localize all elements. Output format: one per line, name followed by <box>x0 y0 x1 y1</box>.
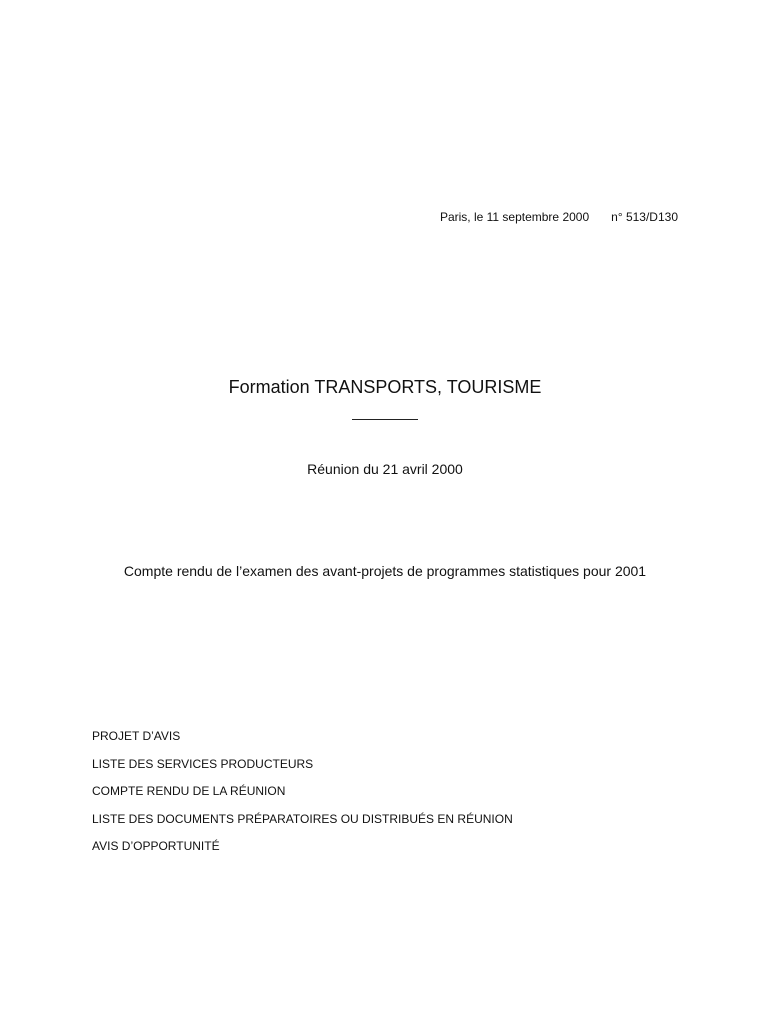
contents-item-documents-preparatoires: LISTE DES DOCUMENTS PRÉPARATOIRES OU DISTRIBUÉS EN RÉUNION <box>92 811 513 826</box>
place-date: Paris, le 11 septembre 2000 <box>439 210 590 224</box>
contents-item-services-producteurs: LISTE DES SERVICES PRODUCTEURS <box>92 756 314 771</box>
reference-number: n° 513/D130 <box>611 210 678 224</box>
document-subject: Compte rendu de l’examen des avant-projets de programmes statistiques pour 2001 <box>123 563 647 579</box>
meeting-date: Réunion du 21 avril 2000 <box>307 461 463 477</box>
title-underline-divider <box>352 419 418 420</box>
contents-item-compte-rendu: COMPTE RENDU DE LA RÉUNION <box>92 784 286 798</box>
contents-item-avis-opportunite: AVIS D’OPPORTUNITÉ <box>92 839 220 853</box>
contents-list <box>92 729 513 867</box>
document-title: Formation TRANSPORTS, TOURISME <box>228 377 542 397</box>
dateline <box>440 210 678 224</box>
contents-item-projet-avis: PROJET D’AVIS <box>92 729 181 743</box>
